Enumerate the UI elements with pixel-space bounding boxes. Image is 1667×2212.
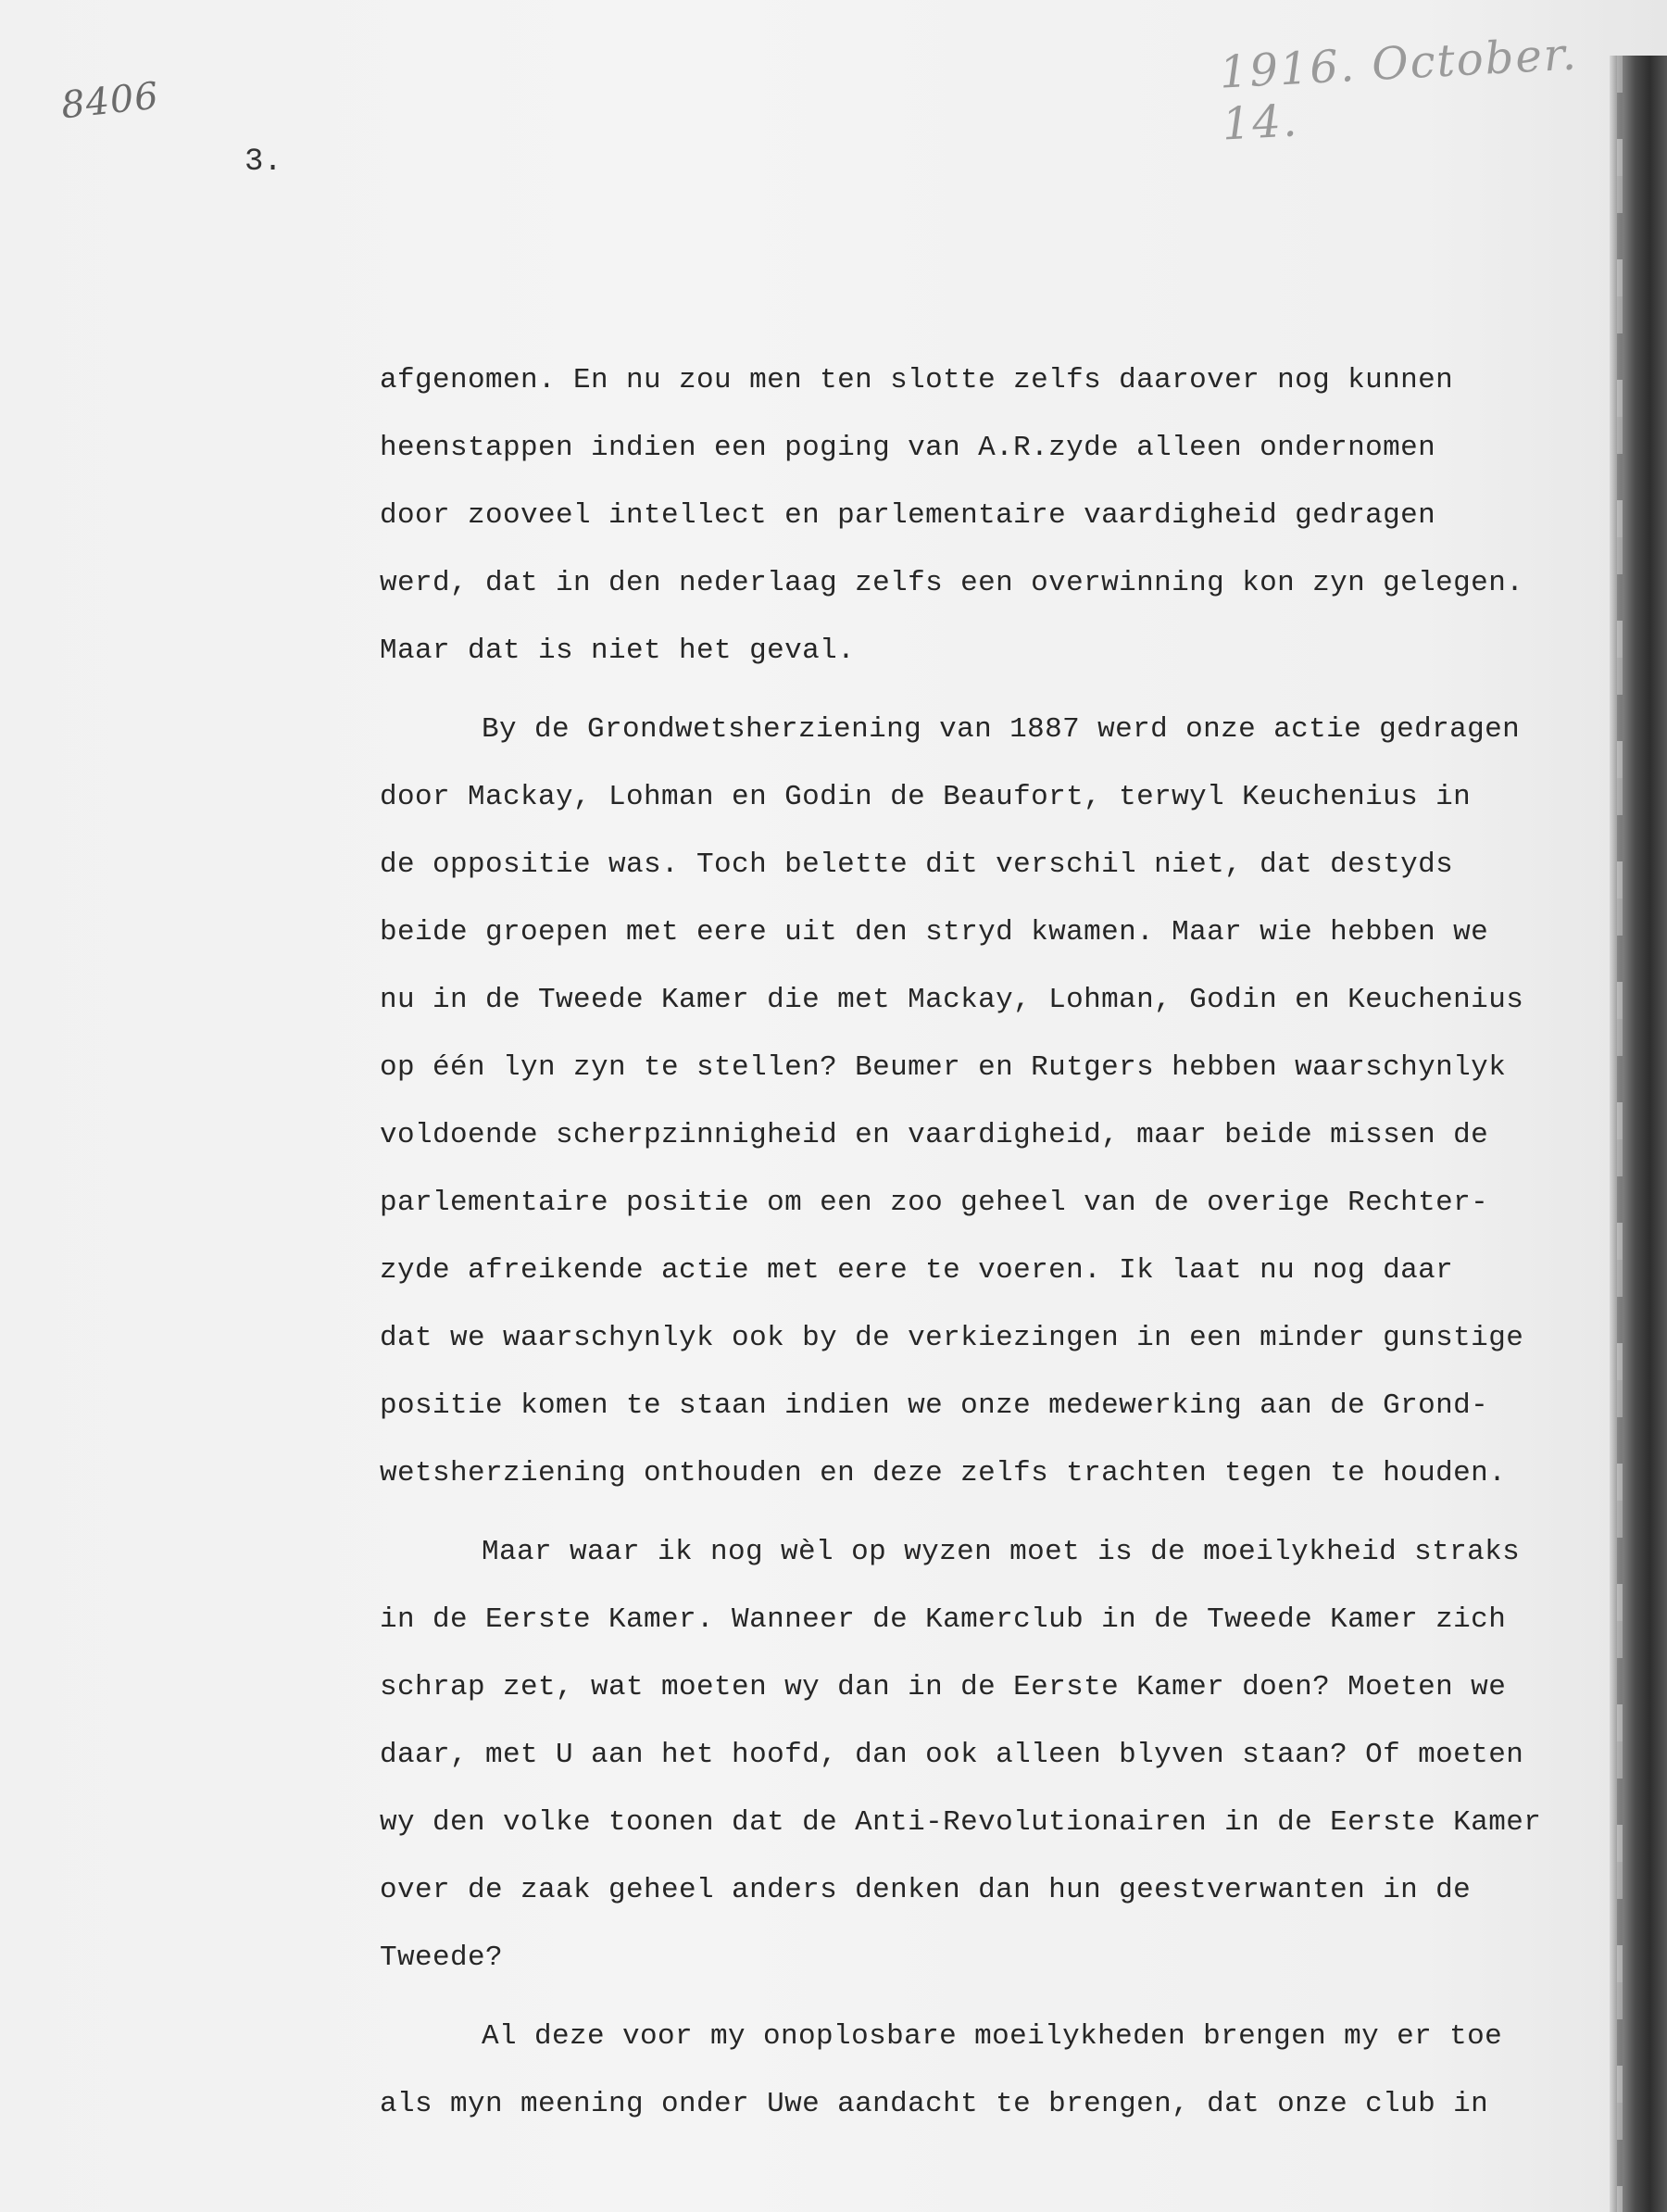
- text-line: als myn meening onder Uwe aandacht te brengen, dat onze club in: [380, 2088, 1489, 2120]
- text-line: daar, met U aan het hoofd, dan ook alleen blyven staan? Of moeten: [380, 1739, 1524, 1771]
- text-line: door zooveel intellect en parlementaire vaardigheid gedragen: [380, 499, 1436, 532]
- text-line: beide groepen met eere uit den stryd kwamen. Maar wie hebben we: [380, 916, 1489, 949]
- text-line: Maar waar ik nog wèl op wyzen moet is de moeilykheid straks: [482, 1536, 1521, 1568]
- text-line: positie komen te staan indien we onze medewerking aan de Grond-: [380, 1389, 1489, 1422]
- text-line: wy den volke toonen dat de Anti-Revolutionairen in de Eerste Kamer: [380, 1806, 1542, 1839]
- text-line: zyde afreikende actie met eere te voeren. Ik laat nu nog daar: [380, 1254, 1454, 1287]
- text-line: parlementaire positie om een zoo geheel van de overige Rechter-: [380, 1187, 1489, 1219]
- letter-body: [380, 346, 1621, 2138]
- text-line: werd, dat in den nederlaag zelfs een overwinning kon zyn gelegen.: [380, 567, 1524, 599]
- handwritten-date-annotation: 1916. October. 14.: [1218, 28, 1579, 151]
- text-line: door Mackay, Lohman en Godin de Beaufort, terwyl Keuchenius in: [380, 781, 1472, 813]
- text-line: in de Eerste Kamer. Wanneer de Kamerclub in de Tweede Kamer zich: [380, 1603, 1507, 1636]
- text-line: voldoende scherpzinnigheid en vaardigheid, maar beide missen de: [380, 1119, 1489, 1151]
- text-line: afgenomen. En nu zou men ten slotte zelfs daarover nog kunnen: [380, 364, 1454, 396]
- text-line: over de zaak geheel anders denken dan hun geestverwanten in de: [380, 1874, 1472, 1906]
- text-line: Tweede?: [380, 1942, 504, 1974]
- archive-number-annotation: 8406: [58, 74, 161, 128]
- text-line: By de Grondwetsherziening van 1887 werd onze actie gedragen: [482, 713, 1521, 746]
- text-line: Maar dat is niet het geval.: [380, 635, 856, 667]
- text-line: nu in de Tweede Kamer die met Mackay, Lohman, Godin en Keuchenius: [380, 984, 1524, 1016]
- text-line: heenstappen indien een poging van A.R.zyde alleen ondernomen: [380, 432, 1436, 464]
- text-line: op één lyn zyn te stellen? Beumer en Rutgers hebben waarschynlyk: [380, 1051, 1507, 1084]
- text-line: schrap zet, wat moeten wy dan in de Eerste Kamer doen? Moeten we: [380, 1671, 1507, 1703]
- text-line: dat we waarschynlyk ook by de verkiezingen in een minder gunstige: [380, 1322, 1524, 1354]
- text-line: Al deze voor my onoplosbare moeilykheden brengen my er toe: [482, 2020, 1503, 2053]
- text-line: wetsherziening onthouden en deze zelfs trachten tegen te houden.: [380, 1457, 1507, 1489]
- page-number: 3.: [244, 145, 282, 180]
- text-line: de oppositie was. Toch belette dit verschil niet, dat destyds: [380, 848, 1454, 881]
